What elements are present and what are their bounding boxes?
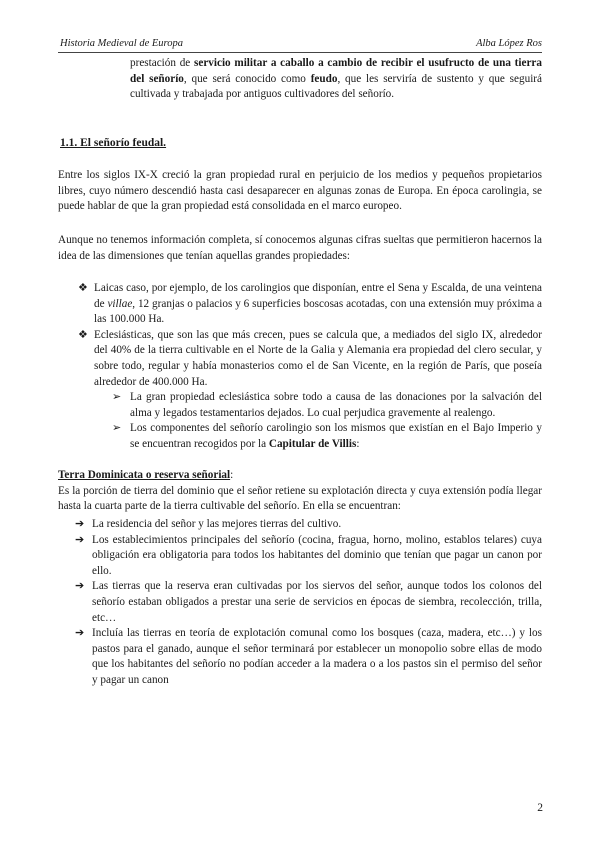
bullet-list [78, 281, 542, 453]
intro-paragraph: prestación de servicio militar a caballo a cambio de recibir el usufructo de una tierra del señorío, que será conocido como feudo, que les serviría de sustento y que seguirá cultivada y trabajada por antiguos cultivadores del señorío. [130, 57, 542, 101]
paragraph-1: Entre los siglos IX-X creció la gran propiedad rural en perjuicio de los medios y pequeños propietarios libres, cuyo número descendió hasta casi desaparecer en algunas zonas de Europa. En época carolingia, se puede hablar de que la gran propiedad está consolidada en el marco europeo. [58, 169, 542, 213]
terra-block: Terra Dominicata o reserva señorial: Es la porción de tierra del dominio que el señor retiene su explotación directa y cuya extensión podía llegar hasta la cuarta parte de la tierra cultivable del señorío. En ella se encuentran: [58, 468, 542, 515]
header-divider [58, 52, 542, 53]
sub-list-item: ➢ La gran propiedad eclesiástica sobre todo a causa de las donaciones por la salvación del alma y legados testamentarios dejados. Lo cual perjudica gravemente al realengo. [112, 391, 542, 419]
list-item: ➔ Los establecimientos principales del señorío (cocina, fragua, horno, molino, establos telares) cuya obligación era obligatoria para todos los habitantes del dominio que tenían que pagar un canon por ello. [75, 533, 542, 577]
list-item: ➔ Las tierras que la reserva eran cultivadas por los siervos del señor, aunque todos los colonos del señorío estaban obligados a prestar una serie de servicios en épocas de siembra, recolección, trilla, etc… [75, 580, 542, 624]
terra-title: Terra Dominicata o reserva señorial [58, 469, 231, 481]
page-number: 2 [537, 802, 543, 814]
paragraph-2: Aunque no tenemos información completa, sí conocemos algunas cifras sueltas que permitieron hacernos la idea de las dimensiones que tenían aquellas grandes propiedades: [58, 234, 542, 262]
list-item: ➔ La residencia del señor y las mejores tierras del cultivo. [75, 517, 542, 533]
list-item: ❖ Laicas caso, por ejemplo, de los carolingios que disponían, entre el Sena y Escalda, de una veintena de villae, 12 granjas o palacios y 6 superficies boscosas acotadas, con una extensión muy próxima a las 100.000 Ha. [78, 282, 542, 326]
diamond-bullet-icon: ❖ [78, 282, 89, 294]
arrow-list [75, 517, 542, 689]
triangle-bullet-icon: ➢ [112, 422, 122, 435]
arrow-bullet-icon: ➔ [75, 580, 85, 593]
arrow-bullet-icon: ➔ [75, 533, 85, 546]
list-item: ➔ Incluía las tierras en teoría de explotación comunal como los bosques (caza, madera, etc…) y los pastos para el ganado, aunque el señor terminará por establecer un monopolio sobre ellas de modo que los habitantes del señorío no podían acceder a la madera o a los pastos sin el permiso del señor y pagar un canon [75, 627, 542, 686]
arrow-bullet-icon: ➔ [75, 518, 85, 530]
sub-list-item: ➢ Los componentes del señorío carolingio son los mismos que existían en el Bajo Imperio y se encuentran recogidos por la Capitular de Villis: [112, 422, 542, 450]
header-right: Alba López Ros [476, 38, 542, 49]
triangle-bullet-icon: ➢ [112, 391, 122, 404]
diamond-bullet-icon: ❖ [78, 328, 89, 341]
list-item: ❖ Eclesiásticas, que son las que más crecen, pues se calcula que, a mediados del siglo IX, alrededor del 40% de la tierra cultivable en el Norte de la Galia y Alemania era propiedad del clero secular, y sobre todo, regular y había monasterios como el de San Vicente, en la región de París, que poseía alrededor de 400.000 Ha. [78, 328, 542, 388]
arrow-bullet-icon: ➔ [75, 627, 85, 640]
paragraph-3: Es la porción de tierra del dominio que el señor retiene su explotación directa y cuya extensión podía llegar hasta la cuarta parte de la tierra cultivable del señorío. En ella se encuentran: [58, 484, 542, 513]
header-left: Historia Medieval de Europa [60, 38, 183, 49]
section-title: 1.1. El señorío feudal. [60, 137, 167, 149]
